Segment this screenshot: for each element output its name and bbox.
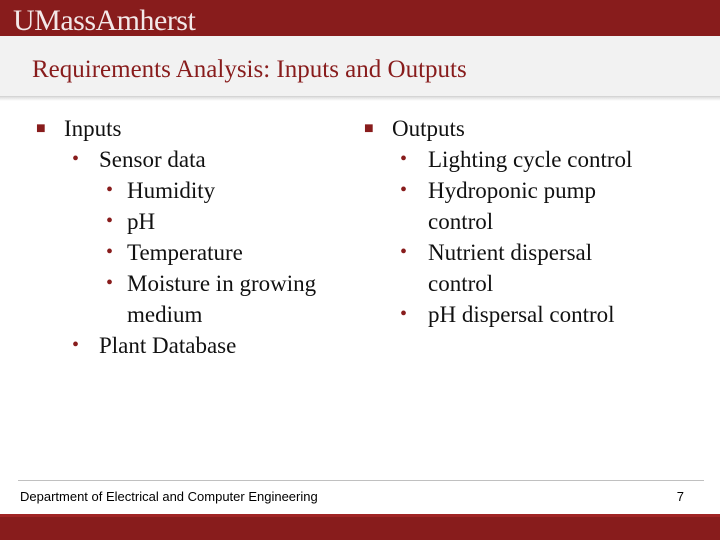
list-item [400, 144, 700, 175]
list-item-label: Moisture in growing medium [127, 271, 317, 327]
list-item [99, 268, 356, 330]
bullet-icon: • [72, 148, 80, 170]
list-item-label: Humidity [127, 178, 216, 203]
list-item [99, 206, 356, 237]
list-item [400, 299, 700, 330]
bullet-icon: • [400, 179, 408, 201]
list-item [72, 144, 356, 330]
outputs-column [364, 114, 704, 330]
outputs-heading-item [364, 114, 704, 330]
list-item [99, 237, 356, 268]
list-item-label: Plant Database [99, 333, 237, 358]
list-item [72, 330, 356, 361]
bullet-icon: • [400, 241, 408, 263]
footer-department: Department of Electrical and Computer Engineering [20, 489, 318, 504]
header-bar [0, 0, 720, 36]
list-item-label: pH [127, 209, 156, 234]
list-item [400, 237, 618, 299]
page-number: 7 [676, 489, 684, 504]
slide-title: Requirements Analysis: Inputs and Outputs [32, 56, 467, 83]
bullet-icon: • [400, 303, 408, 325]
bullet-icon: • [72, 334, 80, 356]
inputs-column [36, 114, 356, 361]
inputs-heading-item [36, 114, 356, 361]
inputs-heading: Inputs [64, 116, 122, 141]
square-bullet-icon: ■ [36, 120, 46, 137]
list-item-label: Nutrient dispersal control [428, 240, 593, 296]
footer-divider [18, 480, 704, 481]
bullet-icon: • [106, 272, 114, 294]
list-item [400, 175, 618, 237]
bullet-icon: • [400, 148, 408, 170]
umass-amherst-logo: UMassAmherst [13, 4, 196, 36]
list-item-label: pH dispersal control [428, 302, 615, 327]
list-item-label: Hydroponic pump control [428, 178, 597, 234]
bullet-icon: • [106, 210, 114, 232]
list-item-label: Sensor data [99, 147, 206, 172]
bullet-icon: • [106, 179, 114, 201]
bullet-icon: • [106, 241, 114, 263]
list-item-label: Temperature [127, 240, 243, 265]
footer-bar [0, 514, 720, 540]
outputs-heading: Outputs [392, 116, 465, 141]
list-item [99, 175, 356, 206]
square-bullet-icon: ■ [364, 120, 374, 137]
list-item-label: Lighting cycle control [428, 147, 633, 172]
